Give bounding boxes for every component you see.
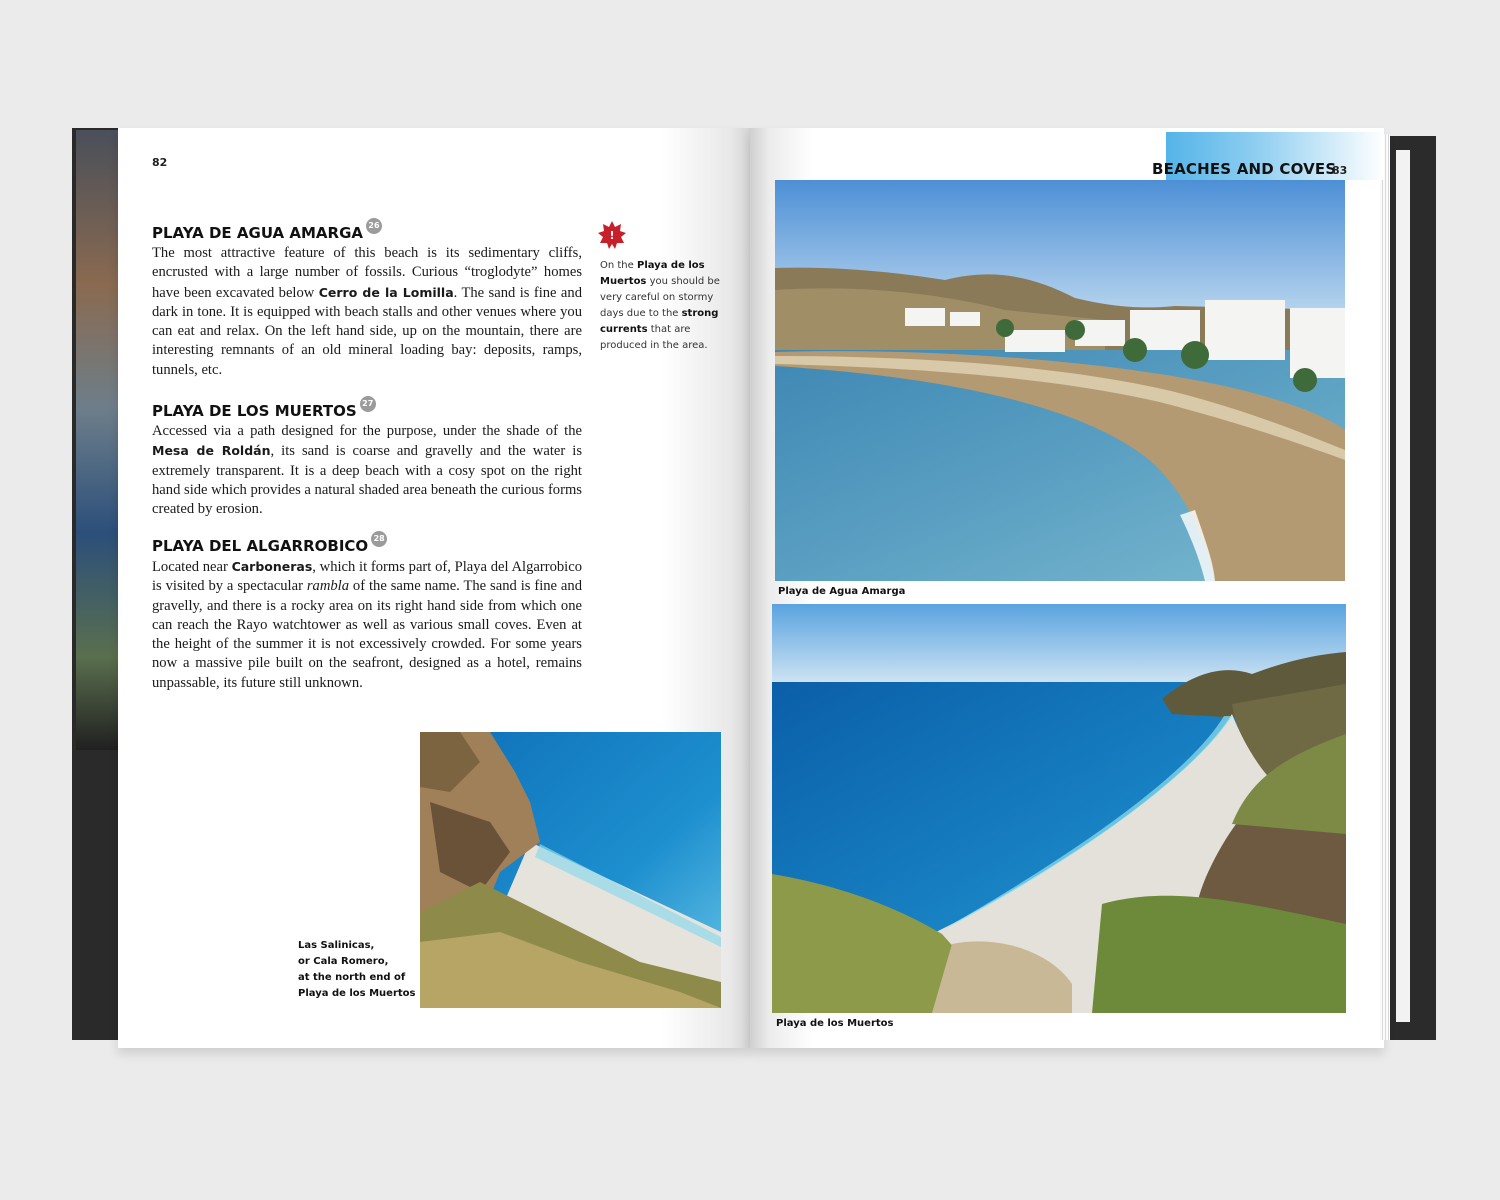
text-run: , which it forms part of, Playa del Algarrobico is visited by a spectacular [152,559,583,595]
section-body [152,422,582,519]
cover-inner-edge [1396,150,1410,1022]
section-title [152,534,582,555]
text-run: rambla [306,578,350,595]
section-algarrobico [152,534,583,693]
text-run: Located near [152,559,232,575]
section-body [152,557,582,693]
left-page-number: 82 [152,156,168,169]
caption-line: at the north end of [298,972,406,983]
photo-agua-amarga [775,180,1345,581]
page-edges [1380,134,1390,1040]
caption-line: Las Salinicas, [298,940,375,951]
text-run: of the same name. The sand is fine and gravelly, and there is a rocky area on its right hand side from which one can reach the Rayo watchtower as well as various small coves. Even at the height of the summer it is not excessively crowded. For some years now a massive pile built on the seafront, designed as a hotel, remains unpassable, its future still unknown. [152,578,582,691]
text-run: . The sand is fine and dark in tone. It is equipped with beach stalls and other venues where you can eat and relax. On the left hand side, up on the mountain, there are interesting remnants of an old mineral loading bay: deposits, ramps, tunnels, etc. [152,284,583,378]
right-page-number: 83 [1332,164,1348,177]
photo-caption-las-salinicas [298,938,416,1002]
section-body [152,244,582,380]
section-title-text: PLAYA DEL ALGARROBICO [152,537,369,555]
sidenote-warning [600,258,724,354]
section-title-text: PLAYA DE LOS MUERTOS [152,402,357,420]
section-number-badge: 26 [366,218,382,234]
previous-page-photo-edge [76,130,124,750]
section-title [152,399,582,420]
text-run: Accessed via a path designed for the purpose, under the shade of the [152,423,582,439]
photo-caption-los-muertos: Playa de los Muertos [776,1018,894,1029]
svg-text:!: ! [609,229,615,242]
photo-caption-agua-amarga: Playa de Agua Amarga [778,586,906,597]
section-title [152,221,582,242]
section-number-badge: 28 [371,531,387,547]
photo-las-salinicas [420,732,721,1008]
caption-line: or Cala Romero, [298,956,389,967]
text-run: that are produced in the area. [600,324,708,351]
section-title-text: PLAYA DE AGUA AMARGA [152,224,363,242]
text-run: you should be very careful on stormy days due to the [600,276,720,319]
section-number-badge: 27 [360,396,376,412]
section-los-muertos [152,399,582,519]
section-agua-amarga [152,221,583,380]
alert-star-icon [598,221,626,249]
text-run: The most attractive feature of this beach is its sedimentary cliffs, encrusted with a large number of fossils. Curious “troglodyte” homes have been excavated below [152,245,582,301]
caption-line: Playa de los Muertos [298,988,416,999]
text-run: Playa de los Muertos [600,260,705,287]
running-head: BEACHES AND COVES [1152,160,1337,178]
text-run: strong currents [600,308,719,335]
text-run: Mesa de Roldán [152,443,271,459]
photo-los-muertos [772,604,1346,1013]
text-run: On the [600,260,637,271]
text-run: Cerro de la Lomilla [318,284,454,300]
text-run: Carboneras [231,559,313,574]
text-run: , its sand is coarse and gravelly and the water is extremely transparent. It is a deep beach with a cosy spot on the right hand side which provides a natural shaded area beneath the curious forms created by erosion. [152,443,582,518]
